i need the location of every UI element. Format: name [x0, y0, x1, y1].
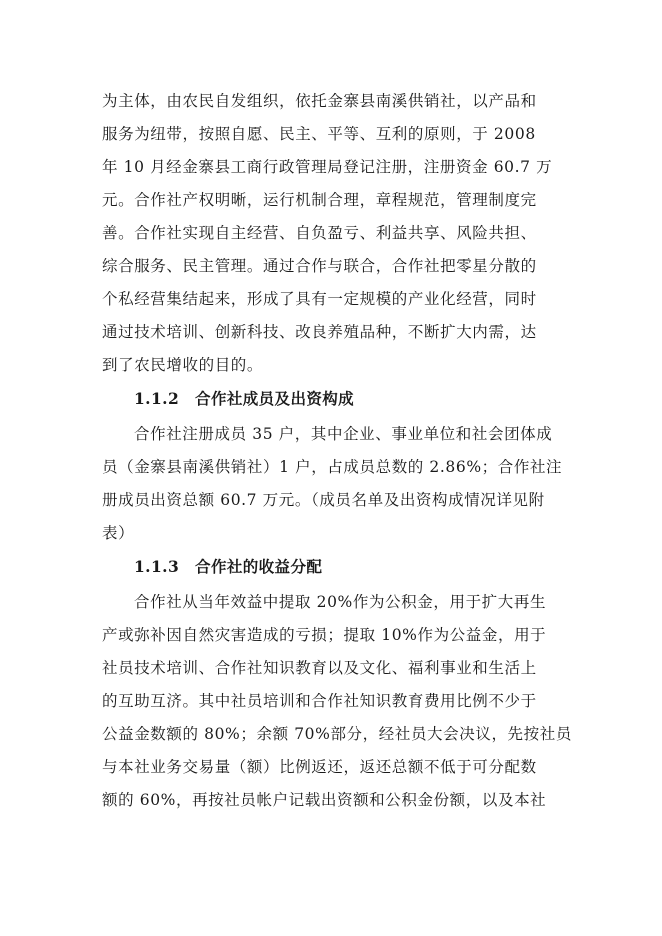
- paragraph-line: 服务为纽带，按照自愿、民主、平等、互利的原则，于 2008: [102, 125, 536, 143]
- paragraph-line: 公益金数额的 80%；余额 70%部分，经社员大会决议，先按社员: [102, 725, 572, 743]
- paragraph-line: 合作社从当年效益中提取 20%作为公积金，用于扩大再生: [134, 593, 547, 611]
- section-heading: 1.1.3 合作社的收益分配: [134, 557, 323, 576]
- section-heading: 1.1.2 合作社成员及出资构成: [134, 389, 355, 408]
- paragraph-line: 年 10 月经金寨县工商行政管理局登记注册，注册资金 60.7 万: [102, 158, 553, 176]
- paragraph-line: 册成员出资总额 60.7 万元。（成员名单及出资构成情况详见附: [102, 491, 545, 509]
- paragraph-line: 元。合作社产权明晰，运行机制合理，章程规范，管理制度完: [102, 191, 537, 209]
- paragraph-line: 的互助互济。其中社员培训和合作社知识教育费用比例不少于: [102, 692, 537, 710]
- paragraph-line: 员（金寨县南溪供销社）1 户，占成员总数的 2.86%；合作社注: [102, 458, 563, 476]
- paragraph-line: 综合服务、民主管理。通过合作与联合，合作社把零星分散的: [102, 257, 537, 275]
- paragraph-line: 个私经营集结起来，形成了具有一定规模的产业化经营，同时: [102, 290, 537, 308]
- paragraph-line: 合作社注册成员 35 户，其中企业、事业单位和社会团体成: [134, 425, 553, 443]
- paragraph-line: 与本社业务交易量（额）比例返还，返还总额不低于可分配数: [102, 758, 537, 776]
- paragraph-line: 社员技术培训、合作社知识教育以及文化、福利事业和生活上: [102, 659, 537, 677]
- paragraph-line: 为主体，由农民自发组织，依托金寨县南溪供销社，以产品和: [102, 92, 537, 110]
- paragraph-line: 表）: [102, 524, 135, 542]
- paragraph-line: 到了农民增收的目的。: [102, 356, 264, 374]
- paragraph-line: 通过技术培训、创新科技、改良养殖品种，不断扩大内需，达: [102, 323, 537, 341]
- paragraph-line: 额的 60%，再按社员帐户记载出资额和公积金份额，以及本社: [102, 791, 547, 809]
- paragraph-line: 产或弥补因自然灾害造成的亏损；提取 10%作为公益金，用于: [102, 626, 547, 644]
- paragraph-line: 善。合作社实现自主经营、自负盈亏、利益共享、风险共担、: [102, 224, 537, 242]
